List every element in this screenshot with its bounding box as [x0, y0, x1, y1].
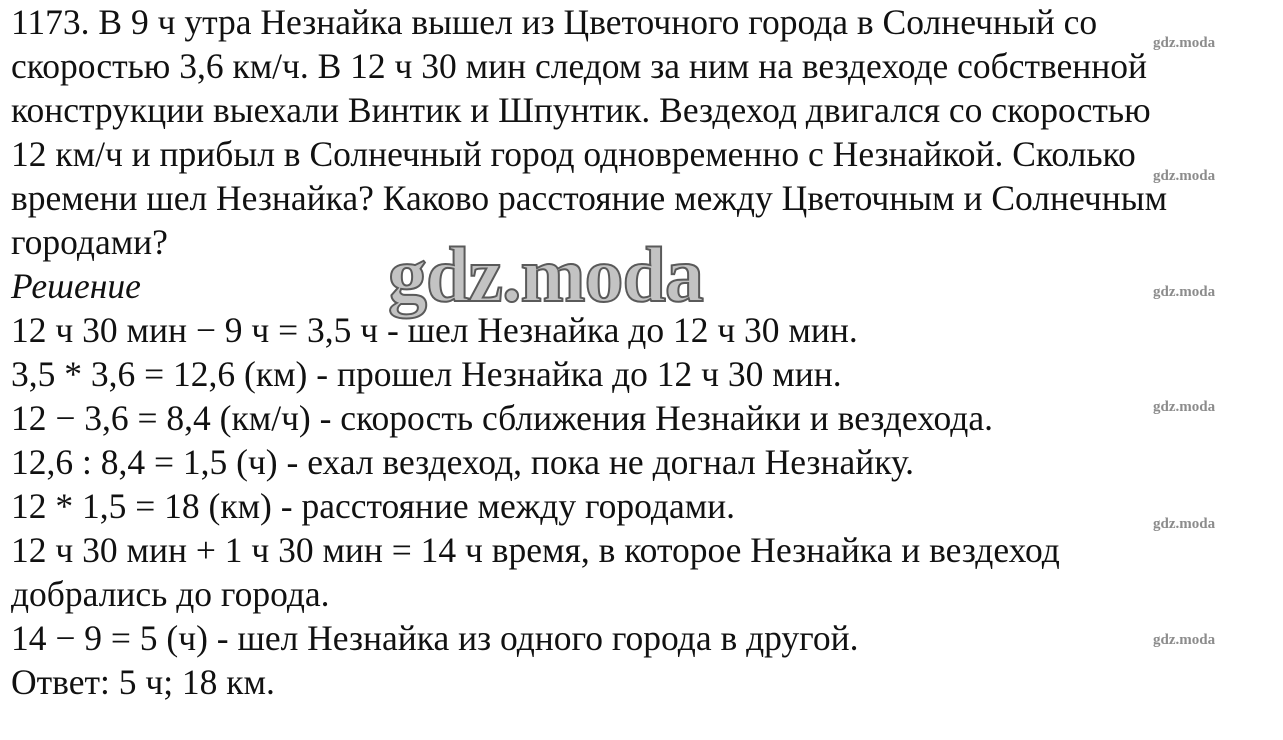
watermark-small: gdz.moda: [1153, 632, 1216, 648]
watermark-small: gdz.moda: [1153, 284, 1216, 300]
problem-line: скоростью 3,6 км/ч. В 12 ч 30 мин следом за ним на вездеходе собственной: [11, 46, 1148, 86]
watermark-small: gdz.moda: [1153, 516, 1216, 532]
solution-line: 12 * 1,5 = 18 (км) - расстояние между городами.: [11, 486, 736, 526]
problem-line: 1173. В 9 ч утра Незнайка вышел из Цветочного города в Солнечный со: [11, 2, 1098, 42]
watermark-small: gdz.moda: [1153, 35, 1216, 51]
watermark-small: gdz.moda: [1153, 399, 1216, 415]
solution-line: добрались до города.: [11, 574, 330, 614]
problem-line: городами?: [11, 222, 168, 262]
problem-line: 12 км/ч и прибыл в Солнечный город одновременно с Незнайкой. Сколько: [11, 134, 1136, 174]
document-text: [11, 0, 1273, 704]
problem-line: времени шел Незнайка? Каково расстояние между Цветочным и Солнечным: [11, 178, 1168, 218]
solution-heading: Решение: [11, 266, 141, 306]
problem-line: конструкции выехали Винтик и Шпунтик. Вездеход двигался со скоростью: [11, 90, 1151, 130]
watermark-large: gdz.moda: [388, 231, 703, 318]
solution-line: 12,6 : 8,4 = 1,5 (ч) - ехал вездеход, пока не догнал Незнайку.: [11, 442, 915, 482]
solution-line: 12 ч 30 мин − 9 ч = 3,5 ч - шел Незнайка до 12 ч 30 мин.: [11, 310, 858, 350]
solution-line: 12 − 3,6 = 8,4 (км/ч) - скорость сближения Незнайки и вездехода.: [11, 398, 993, 438]
solution-line: 14 − 9 = 5 (ч) - шел Незнайка из одного города в другой.: [11, 618, 859, 658]
answer-line: Ответ: 5 ч; 18 км.: [11, 662, 275, 702]
solution-line: 12 ч 30 мин + 1 ч 30 мин = 14 ч время, в которое Незнайка и вездеход: [11, 530, 1060, 570]
watermark-small: gdz.moda: [1153, 168, 1216, 184]
solution-line: 3,5 * 3,6 = 12,6 (км) - прошел Незнайка до 12 ч 30 мин.: [11, 354, 842, 394]
